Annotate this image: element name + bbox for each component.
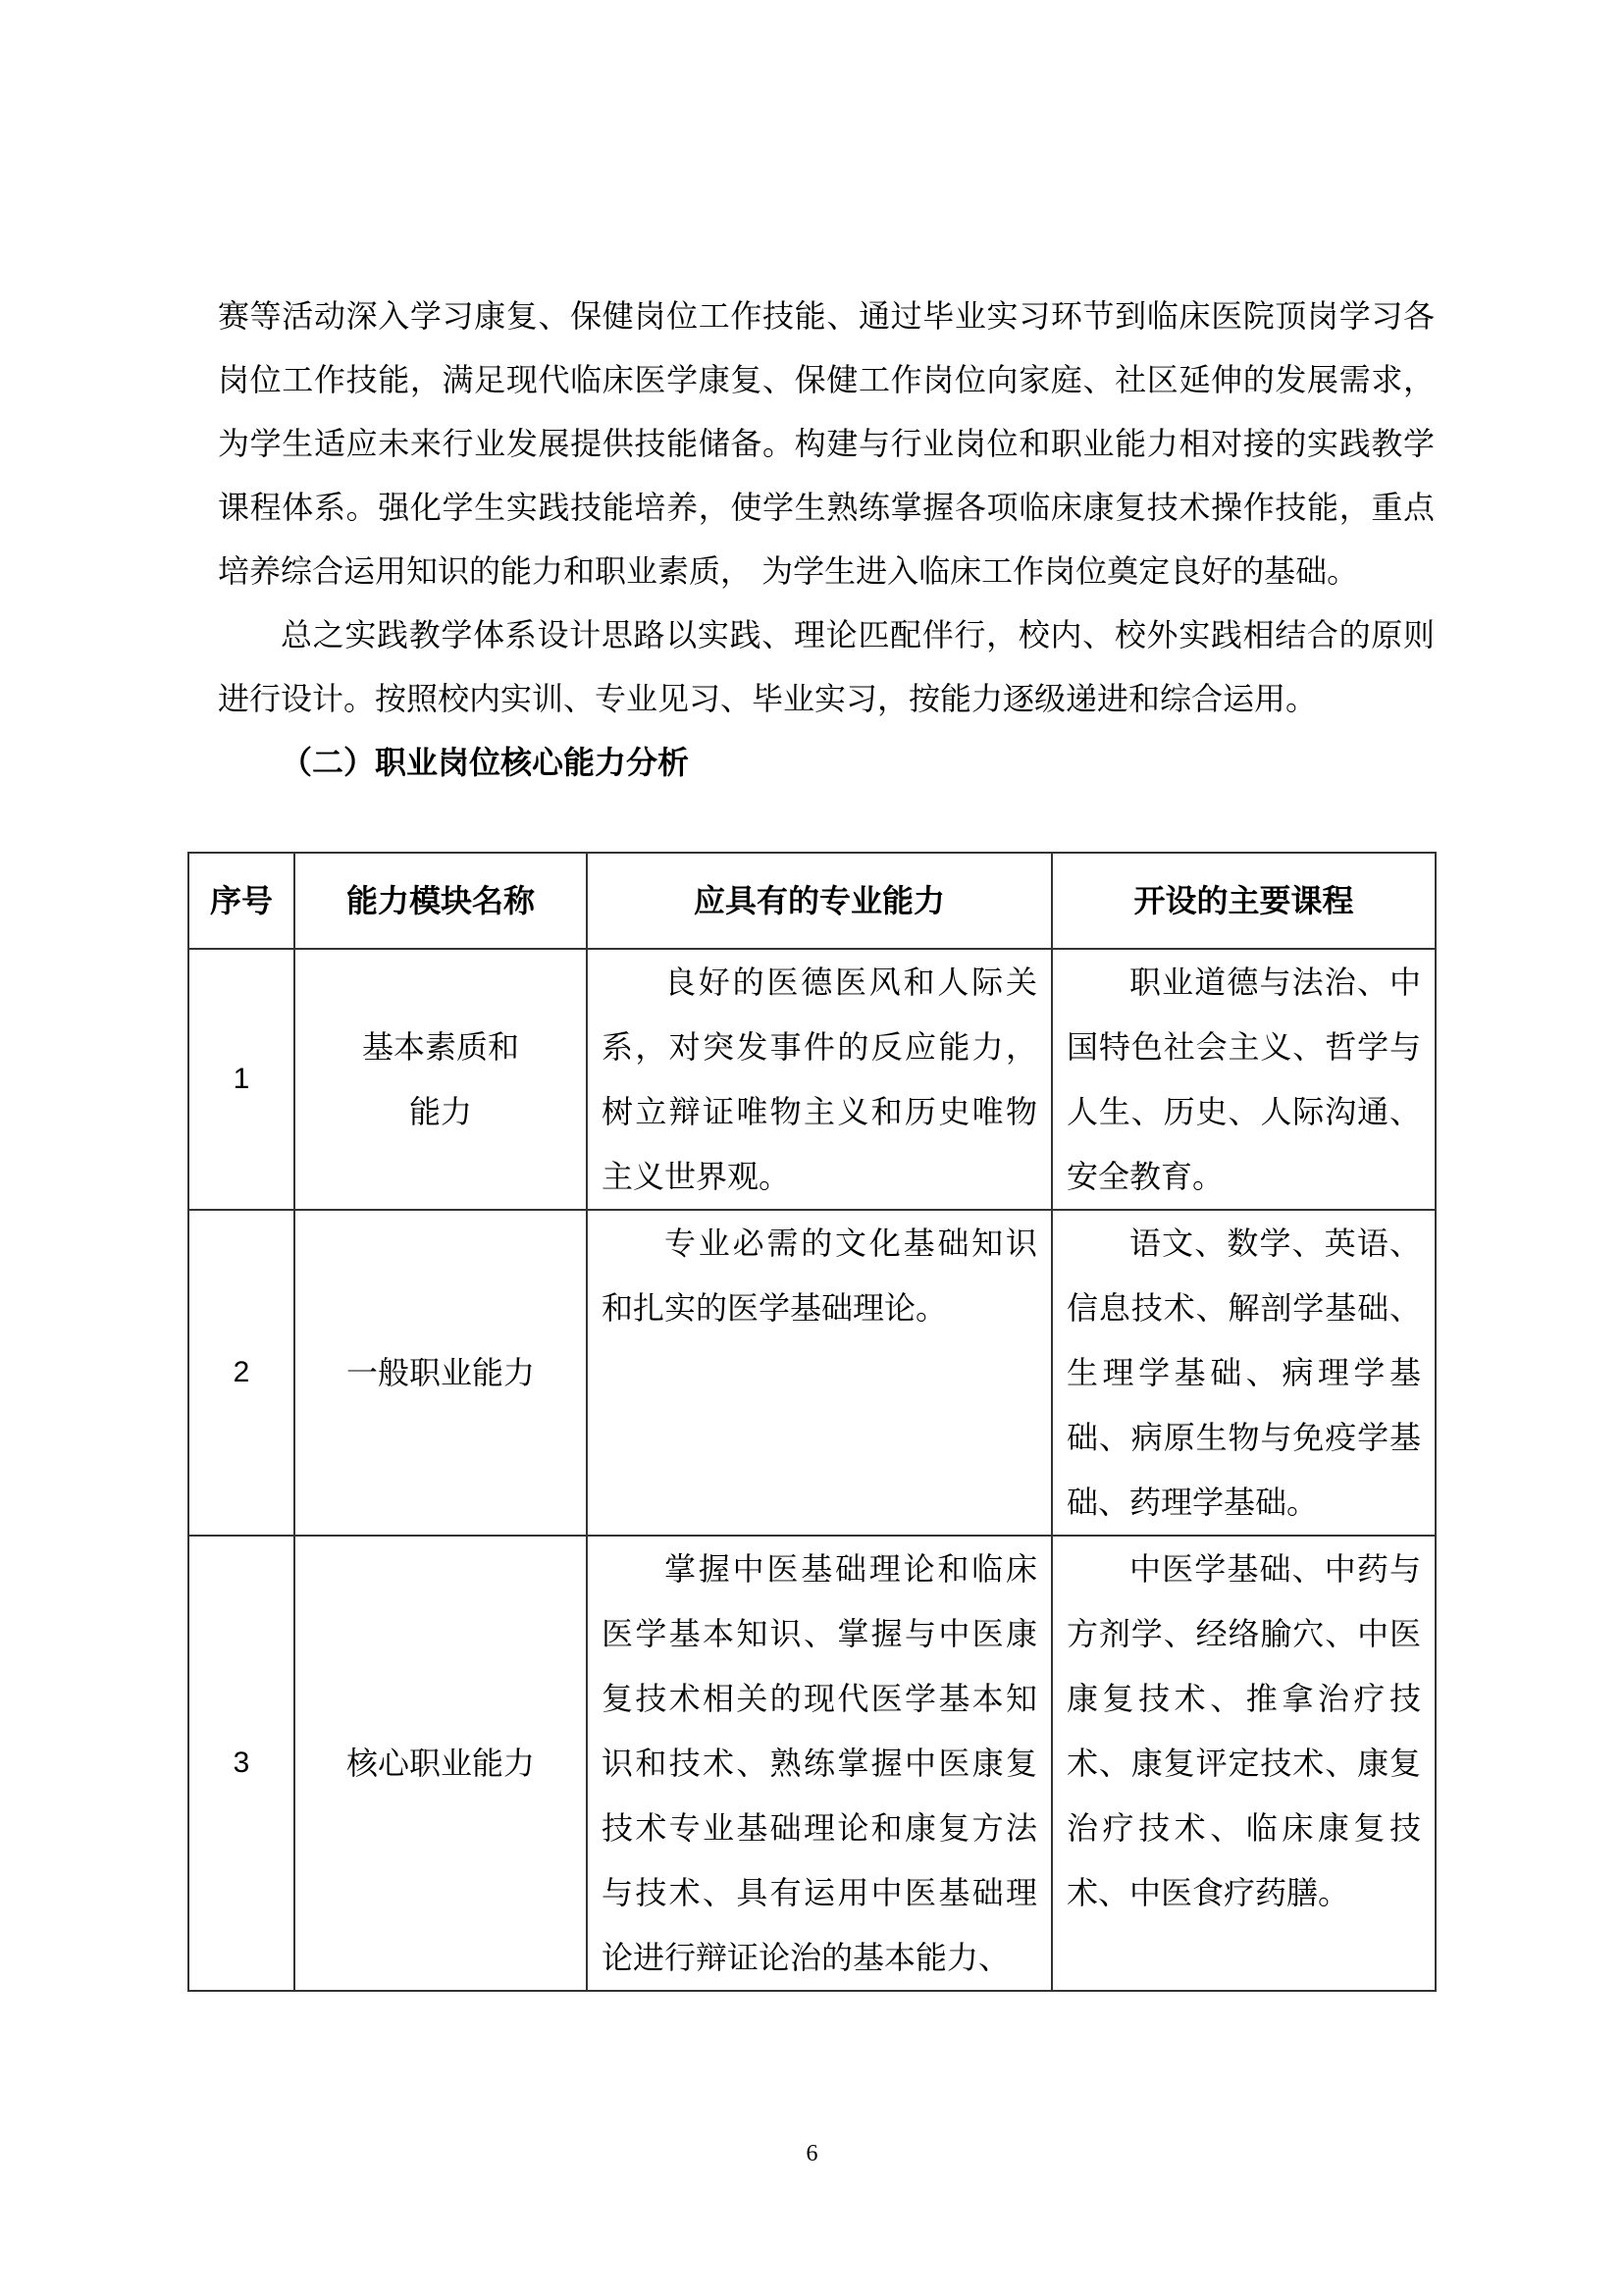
seq-cell: 2 — [188, 1210, 294, 1536]
ability-table — [187, 852, 1437, 1992]
module-name: 基本素质和能力 — [361, 1028, 519, 1130]
ability-cell — [587, 949, 1052, 1210]
courses-cell — [1052, 949, 1436, 1210]
courses-cell — [1052, 1210, 1436, 1536]
seq-cell: 1 — [188, 949, 294, 1210]
ability-text: 掌握中医基础理论和临床医学基本知识、掌握与中医康复技术相关的现代医学基本知识和技术、熟练掌握中医康复技术专业基础理论和康复方法与技术、具有运用中医基础理论进行辩证论治的基本能力、 — [602, 1550, 1037, 1976]
table-header-row — [188, 853, 1436, 949]
table-row — [188, 1536, 1436, 1991]
module-cell — [294, 949, 587, 1210]
seq-cell: 3 — [188, 1536, 294, 1991]
table-row — [188, 1210, 1436, 1536]
module-cell: 核心职业能力 — [294, 1536, 587, 1991]
page-number: 6 — [806, 2141, 818, 2166]
ability-cell — [587, 1536, 1052, 1991]
ability-text: 良好的医德医风和人际关系，对突发事件的反应能力，树立辩证唯物主义和历史唯物主义世界观。 — [602, 964, 1037, 1195]
courses-text: 中医学基础、中药与方剂学、经络腧穴、中医康复技术、推拿治疗技术、康复评定技术、康复治疗技术、临床康复技术、中医食疗药膳。 — [1067, 1550, 1421, 1911]
section-heading: （二）职业岗位核心能力分析 — [281, 744, 690, 781]
courses-cell — [1052, 1536, 1436, 1991]
ability-cell — [587, 1210, 1052, 1536]
paragraph: 总之实践教学体系设计思路以实践、理论匹配伴行，校内、校外实践相结合的原则进行设计。按照校内实训、专业见习、毕业实习，按能力逐级递进和综合运用。 — [218, 616, 1435, 717]
header-seq: 序号 — [188, 853, 294, 949]
header-courses: 开设的主要课程 — [1052, 853, 1436, 949]
header-module: 能力模块名称 — [294, 853, 587, 949]
courses-text: 职业道德与法治、中国特色社会主义、哲学与人生、历史、人际沟通、安全教育。 — [1067, 964, 1421, 1195]
ability-text: 专业必需的文化基础知识和扎实的医学基础理论。 — [602, 1225, 1037, 1327]
module-cell: 一般职业能力 — [294, 1210, 587, 1536]
header-ability: 应具有的专业能力 — [587, 853, 1052, 949]
paragraph: 赛等活动深入学习康复、保健岗位工作技能、通过毕业实习环节到临床医院顶岗学习各岗位工作技能，满足现代临床医学康复、保健工作岗位向家庭、社区延伸的发展需求，为学生适应未来行业发展提供技能储备。构建与行业岗位和职业能力相对接的实践教学课程体系。强化学生实践技能培养，使学生熟练掌握各项临床康复技术操作技能，重点培养综合运用知识的能力和职业素质， 为学生进入临床工作岗位奠定良好的基础。 — [218, 297, 1435, 590]
body-text — [218, 285, 1435, 731]
courses-text: 语文、数学、英语、信息技术、解剖学基础、生理学基础、病理学基础、病原生物与免疫学基础、药理学基础。 — [1067, 1225, 1421, 1521]
table-row — [188, 949, 1436, 1210]
